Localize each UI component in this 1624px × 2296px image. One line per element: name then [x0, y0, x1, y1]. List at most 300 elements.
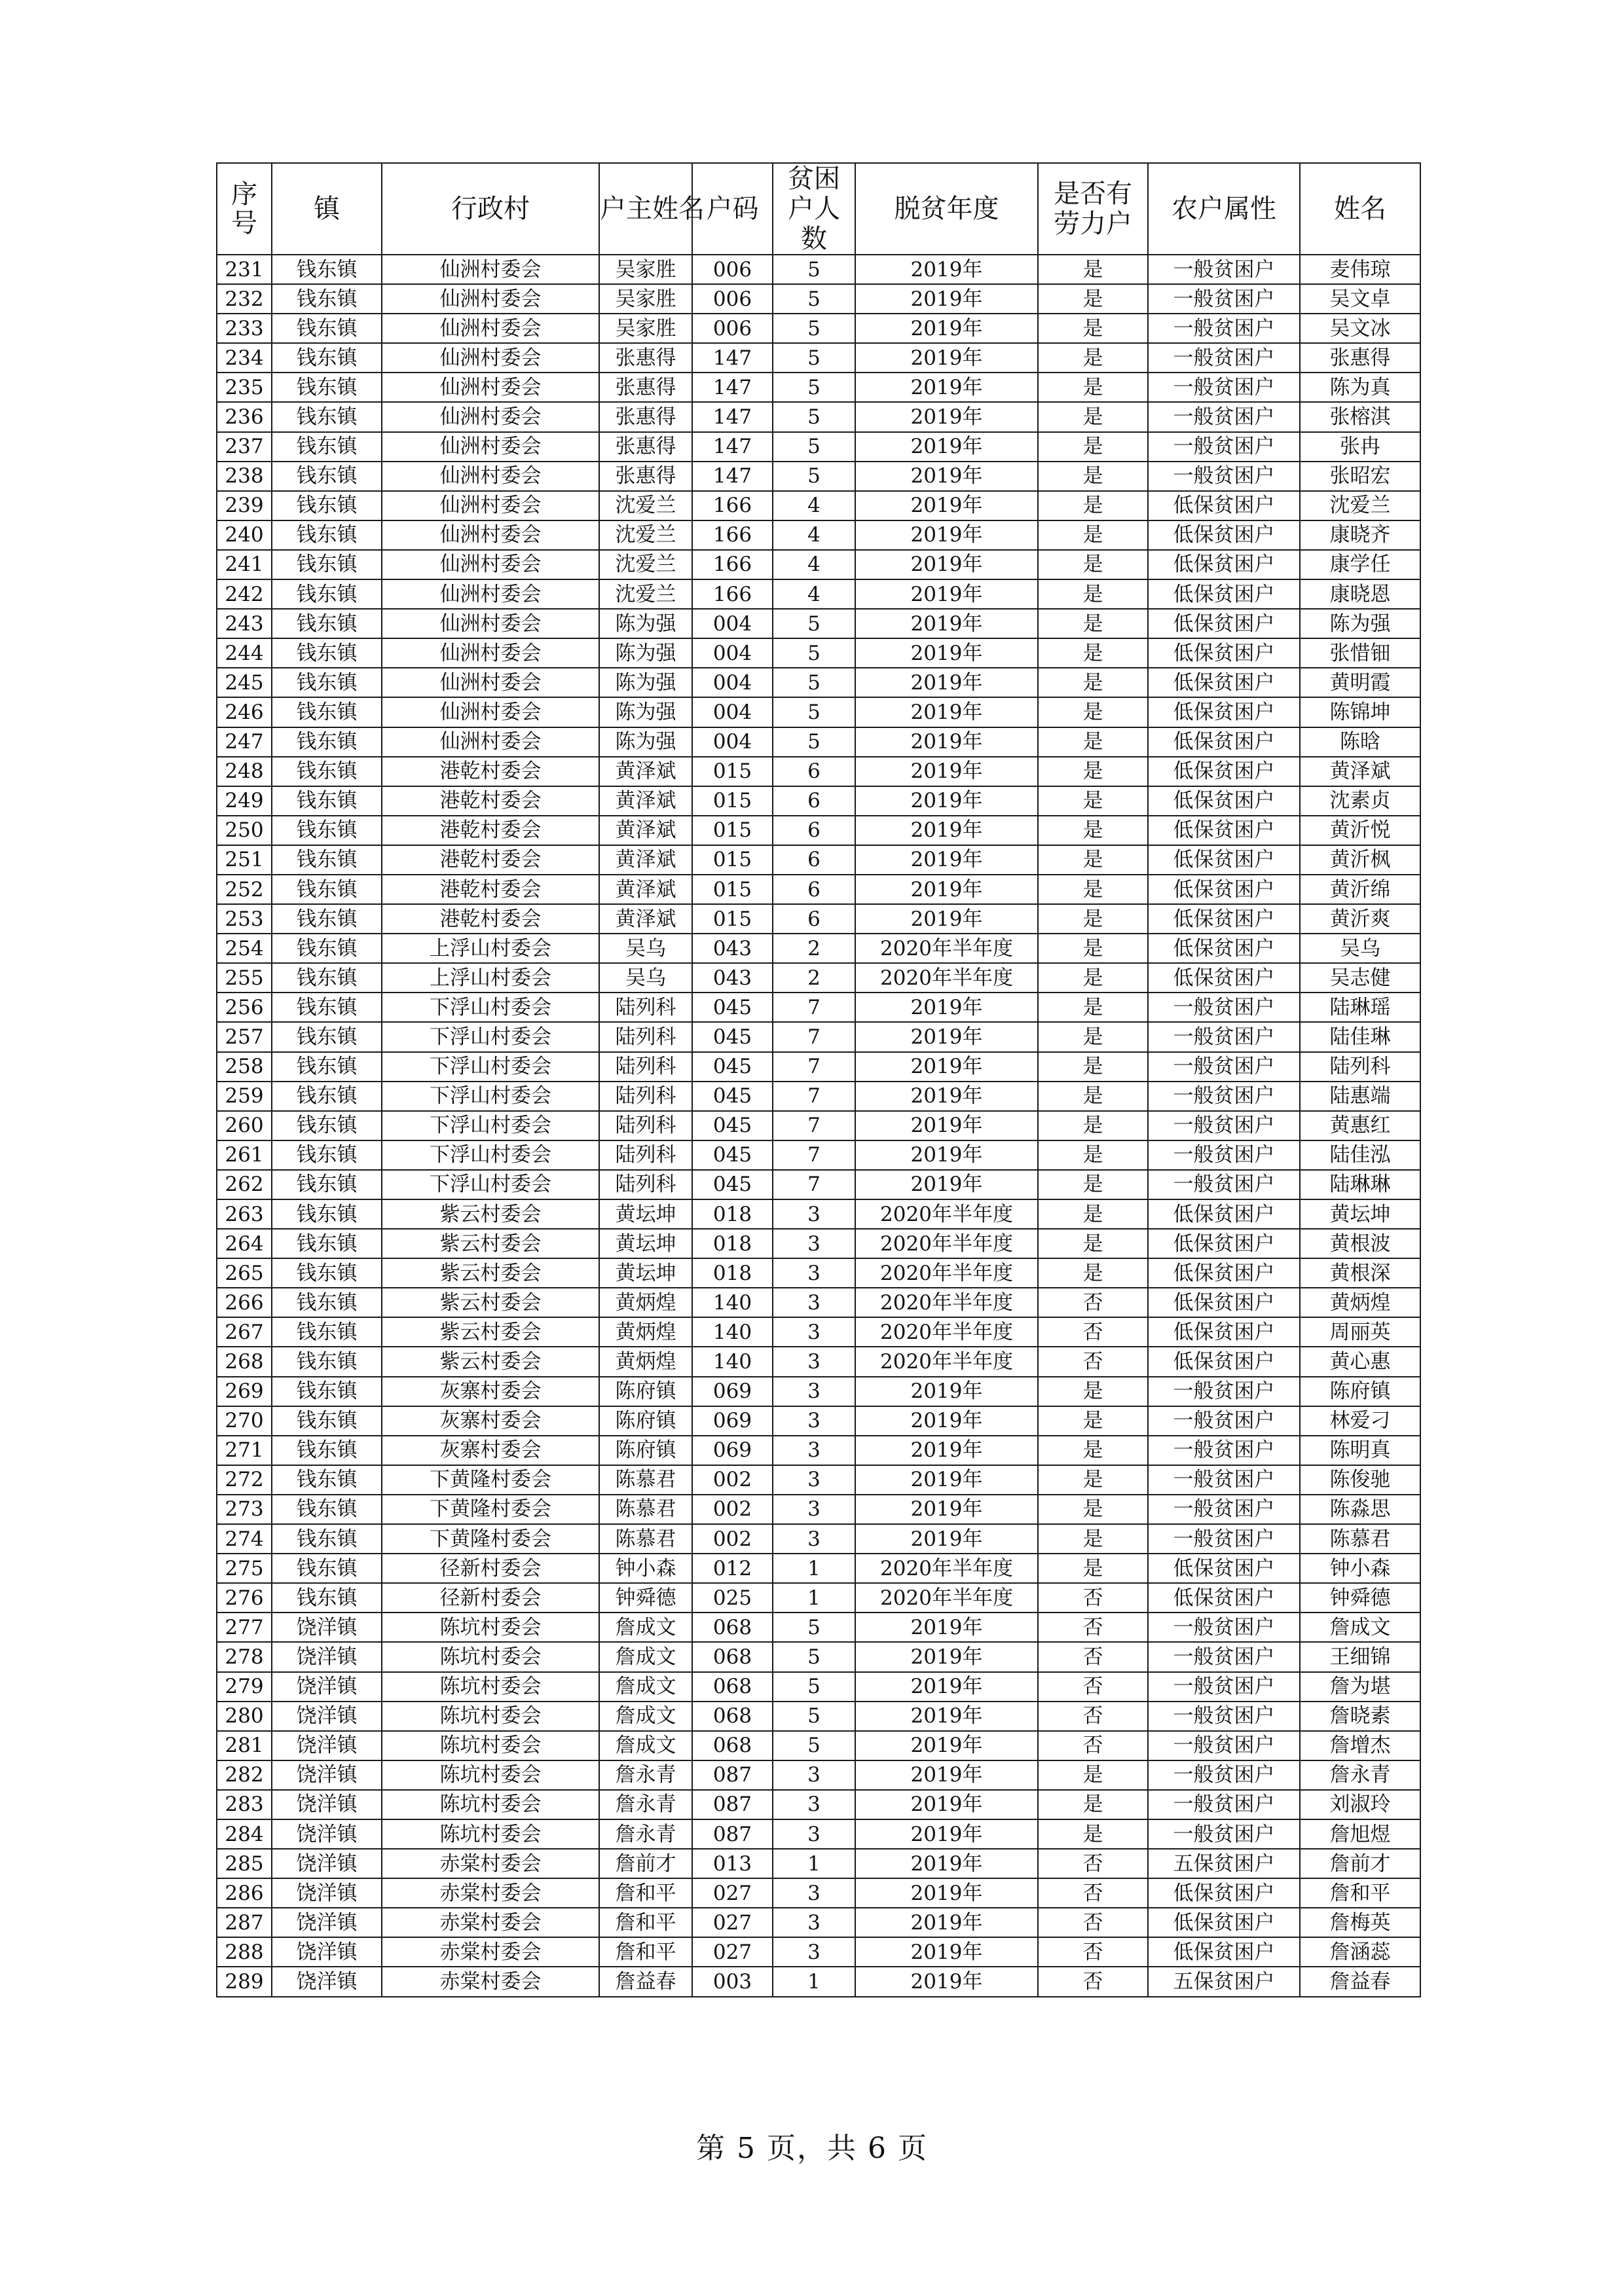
- cell-household-type: 低保贫困户: [1148, 845, 1300, 875]
- cell-member-name: 黄沂绵: [1300, 875, 1420, 904]
- cell-householder: 沈爱兰: [599, 550, 692, 579]
- cell-village: 港乾村委会: [382, 816, 599, 845]
- table-body: [217, 255, 1420, 1997]
- cell-household-code: 140: [692, 1317, 773, 1347]
- table-row: [217, 1082, 1420, 1111]
- cell-village: 港乾村委会: [382, 904, 599, 934]
- cell-household-code: 045: [692, 1022, 773, 1051]
- cell-town: 钱东镇: [272, 373, 382, 402]
- cell-exit-year: 2019年: [855, 845, 1038, 875]
- cell-village: 下浮山村委会: [382, 1052, 599, 1082]
- cell-householder: 詹和平: [599, 1908, 692, 1937]
- cell-town: 饶洋镇: [272, 1790, 382, 1819]
- cell-household-size: 5: [773, 373, 855, 402]
- cell-household-type: 低保贫困户: [1148, 816, 1300, 845]
- cell-household-code: 003: [692, 1967, 773, 1996]
- cell-household-type: 低保贫困户: [1148, 638, 1300, 668]
- cell-household-type: 一般贫困户: [1148, 1082, 1300, 1111]
- cell-village: 仙洲村委会: [382, 432, 599, 462]
- cell-labor-household: 否: [1038, 1878, 1148, 1908]
- cell-labor-household: 否: [1038, 1702, 1148, 1731]
- cell-town: 钱东镇: [272, 1170, 382, 1199]
- cell-household-code: 068: [692, 1642, 773, 1671]
- cell-household-type: 低保贫困户: [1148, 550, 1300, 579]
- cell-seq: 247: [217, 727, 272, 757]
- cell-household-size: 5: [773, 668, 855, 697]
- cell-exit-year: 2020年半年度: [855, 1229, 1038, 1258]
- cell-householder: 张惠得: [599, 343, 692, 373]
- cell-member-name: 陆琳瑶: [1300, 993, 1420, 1022]
- cell-household-type: 一般贫困户: [1148, 373, 1300, 402]
- cell-village: 灰寨村委会: [382, 1377, 599, 1406]
- cell-labor-household: 是: [1038, 816, 1148, 845]
- cell-village: 仙洲村委会: [382, 343, 599, 373]
- cell-household-type: 低保贫困户: [1148, 668, 1300, 697]
- cell-householder: 詹成文: [599, 1672, 692, 1702]
- cell-household-code: 015: [692, 875, 773, 904]
- table-row: [217, 786, 1420, 816]
- cell-exit-year: 2019年: [855, 1878, 1038, 1908]
- header-town: 镇: [272, 163, 382, 255]
- cell-household-type: 一般贫困户: [1148, 1672, 1300, 1702]
- cell-member-name: 詹前才: [1300, 1849, 1420, 1878]
- cell-exit-year: 2019年: [855, 1967, 1038, 1996]
- cell-exit-year: 2019年: [855, 491, 1038, 520]
- cell-town: 钱东镇: [272, 1554, 382, 1583]
- cell-household-code: 006: [692, 284, 773, 314]
- cell-household-size: 6: [773, 816, 855, 845]
- cell-labor-household: 是: [1038, 845, 1148, 875]
- cell-town: 钱东镇: [272, 1052, 382, 1082]
- cell-household-code: 015: [692, 757, 773, 786]
- cell-exit-year: 2019年: [855, 1082, 1038, 1111]
- cell-seq: 253: [217, 904, 272, 934]
- cell-labor-household: 是: [1038, 609, 1148, 638]
- cell-household-type: 低保贫困户: [1148, 697, 1300, 727]
- cell-member-name: 刘淑玲: [1300, 1790, 1420, 1819]
- cell-household-code: 069: [692, 1377, 773, 1406]
- cell-labor-household: 是: [1038, 963, 1148, 993]
- cell-town: 钱东镇: [272, 1465, 382, 1495]
- cell-town: 钱东镇: [272, 314, 382, 343]
- cell-town: 饶洋镇: [272, 1672, 382, 1702]
- cell-exit-year: 2019年: [855, 432, 1038, 462]
- cell-village: 紫云村委会: [382, 1317, 599, 1347]
- cell-household-size: 5: [773, 432, 855, 462]
- cell-household-size: 6: [773, 786, 855, 816]
- cell-household-size: 4: [773, 520, 855, 550]
- cell-householder: 黄坛坤: [599, 1199, 692, 1229]
- cell-exit-year: 2019年: [855, 314, 1038, 343]
- cell-labor-household: 否: [1038, 1642, 1148, 1671]
- cell-labor-household: 是: [1038, 255, 1148, 284]
- cell-household-size: 5: [773, 1731, 855, 1760]
- cell-exit-year: 2019年: [855, 1436, 1038, 1465]
- table-row: [217, 1731, 1420, 1760]
- cell-member-name: 康学任: [1300, 550, 1420, 579]
- cell-household-code: 004: [692, 638, 773, 668]
- cell-labor-household: 是: [1038, 904, 1148, 934]
- cell-seq: 259: [217, 1082, 272, 1111]
- cell-town: 钱东镇: [272, 1436, 382, 1465]
- cell-household-code: 002: [692, 1524, 773, 1554]
- cell-seq: 261: [217, 1140, 272, 1170]
- cell-village: 下浮山村委会: [382, 1170, 599, 1199]
- cell-member-name: 钟舜德: [1300, 1583, 1420, 1613]
- table-row: [217, 934, 1420, 963]
- cell-household-size: 7: [773, 1052, 855, 1082]
- header-householder: 户主姓名: [599, 163, 692, 255]
- cell-household-code: 002: [692, 1465, 773, 1495]
- cell-town: 钱东镇: [272, 1229, 382, 1258]
- cell-seq: 240: [217, 520, 272, 550]
- cell-household-code: 045: [692, 1140, 773, 1170]
- cell-town: 钱东镇: [272, 550, 382, 579]
- cell-village: 紫云村委会: [382, 1347, 599, 1376]
- cell-householder: 黄泽斌: [599, 875, 692, 904]
- cell-village: 下黄隆村委会: [382, 1524, 599, 1554]
- cell-exit-year: 2019年: [855, 1819, 1038, 1849]
- cell-labor-household: 是: [1038, 1465, 1148, 1495]
- cell-household-code: 147: [692, 343, 773, 373]
- cell-exit-year: 2020年半年度: [855, 934, 1038, 963]
- cell-seq: 282: [217, 1760, 272, 1790]
- cell-seq: 237: [217, 432, 272, 462]
- cell-seq: 244: [217, 638, 272, 668]
- cell-householder: 陆列科: [599, 1022, 692, 1051]
- cell-member-name: 黄沂悦: [1300, 816, 1420, 845]
- cell-village: 陈坑村委会: [382, 1731, 599, 1760]
- cell-town: 钱东镇: [272, 1495, 382, 1524]
- cell-town: 钱东镇: [272, 1406, 382, 1436]
- cell-exit-year: 2019年: [855, 1170, 1038, 1199]
- cell-town: 饶洋镇: [272, 1642, 382, 1671]
- cell-exit-year: 2019年: [855, 668, 1038, 697]
- cell-member-name: 沈爱兰: [1300, 491, 1420, 520]
- cell-household-type: 一般贫困户: [1148, 1377, 1300, 1406]
- cell-household-size: 2: [773, 934, 855, 963]
- cell-household-code: 004: [692, 697, 773, 727]
- cell-household-code: 018: [692, 1199, 773, 1229]
- cell-village: 下浮山村委会: [382, 1111, 599, 1140]
- cell-householder: 陈为强: [599, 697, 692, 727]
- cell-labor-household: 是: [1038, 1495, 1148, 1524]
- cell-town: 钱东镇: [272, 579, 382, 609]
- cell-householder: 陈府镇: [599, 1436, 692, 1465]
- cell-household-size: 3: [773, 1465, 855, 1495]
- table-row: [217, 314, 1420, 343]
- cell-exit-year: 2019年: [855, 1140, 1038, 1170]
- cell-labor-household: 是: [1038, 1022, 1148, 1051]
- cell-exit-year: 2019年: [855, 786, 1038, 816]
- header-household-code: 户码: [692, 163, 773, 255]
- cell-town: 钱东镇: [272, 1317, 382, 1347]
- cell-household-type: 五保贫困户: [1148, 1967, 1300, 1996]
- cell-exit-year: 2019年: [855, 609, 1038, 638]
- cell-labor-household: 是: [1038, 1140, 1148, 1170]
- cell-village: 仙洲村委会: [382, 520, 599, 550]
- cell-village: 陈坑村委会: [382, 1613, 599, 1642]
- cell-seq: 273: [217, 1495, 272, 1524]
- table-row: [217, 1347, 1420, 1376]
- cell-seq: 245: [217, 668, 272, 697]
- table-row: [217, 1613, 1420, 1642]
- cell-household-code: 002: [692, 1495, 773, 1524]
- cell-household-code: 147: [692, 432, 773, 462]
- cell-exit-year: 2020年半年度: [855, 1199, 1038, 1229]
- cell-household-code: 006: [692, 314, 773, 343]
- cell-householder: 张惠得: [599, 432, 692, 462]
- cell-household-size: 5: [773, 284, 855, 314]
- cell-town: 钱东镇: [272, 432, 382, 462]
- cell-member-name: 詹旭煜: [1300, 1819, 1420, 1849]
- cell-householder: 吴家胜: [599, 314, 692, 343]
- cell-town: 钱东镇: [272, 816, 382, 845]
- cell-seq: 285: [217, 1849, 272, 1878]
- cell-labor-household: 是: [1038, 1258, 1148, 1288]
- cell-labor-household: 是: [1038, 402, 1148, 431]
- header-seq: 序号: [217, 163, 272, 255]
- cell-village: 紫云村委会: [382, 1229, 599, 1258]
- cell-labor-household: 是: [1038, 1524, 1148, 1554]
- cell-household-code: 012: [692, 1554, 773, 1583]
- cell-householder: 陈为强: [599, 727, 692, 757]
- cell-household-size: 4: [773, 550, 855, 579]
- cell-household-type: 一般贫困户: [1148, 1436, 1300, 1465]
- table-row: [217, 638, 1420, 668]
- cell-village: 港乾村委会: [382, 875, 599, 904]
- cell-household-code: 045: [692, 1170, 773, 1199]
- cell-labor-household: 否: [1038, 1731, 1148, 1760]
- cell-household-type: 一般贫困户: [1148, 993, 1300, 1022]
- cell-householder: 陈慕君: [599, 1495, 692, 1524]
- cell-seq: 267: [217, 1317, 272, 1347]
- cell-labor-household: 是: [1038, 1760, 1148, 1790]
- cell-household-size: 7: [773, 1140, 855, 1170]
- table-row: [217, 343, 1420, 373]
- cell-seq: 264: [217, 1229, 272, 1258]
- cell-town: 钱东镇: [272, 1258, 382, 1288]
- cell-seq: 233: [217, 314, 272, 343]
- cell-member-name: 陈慕君: [1300, 1524, 1420, 1554]
- cell-household-size: 7: [773, 993, 855, 1022]
- cell-household-type: 一般贫困户: [1148, 1760, 1300, 1790]
- cell-seq: 266: [217, 1288, 272, 1317]
- cell-seq: 287: [217, 1908, 272, 1937]
- table-row: [217, 1878, 1420, 1908]
- cell-seq: 274: [217, 1524, 272, 1554]
- table-row: [217, 697, 1420, 727]
- cell-town: 钱东镇: [272, 1140, 382, 1170]
- cell-town: 钱东镇: [272, 491, 382, 520]
- cell-member-name: 陈俊驰: [1300, 1465, 1420, 1495]
- cell-household-type: 低保贫困户: [1148, 1229, 1300, 1258]
- table-row: [217, 1022, 1420, 1051]
- cell-household-size: 7: [773, 1082, 855, 1111]
- cell-village: 赤棠村委会: [382, 1908, 599, 1937]
- cell-household-type: 一般贫困户: [1148, 1613, 1300, 1642]
- cell-member-name: 陈淼思: [1300, 1495, 1420, 1524]
- cell-town: 钱东镇: [272, 875, 382, 904]
- cell-household-type: 低保贫困户: [1148, 727, 1300, 757]
- cell-seq: 239: [217, 491, 272, 520]
- cell-household-type: 一般贫困户: [1148, 1642, 1300, 1671]
- cell-household-code: 068: [692, 1731, 773, 1760]
- cell-labor-household: 否: [1038, 1672, 1148, 1702]
- cell-town: 钱东镇: [272, 963, 382, 993]
- cell-member-name: 黄惠红: [1300, 1111, 1420, 1140]
- cell-household-code: 166: [692, 579, 773, 609]
- cell-labor-household: 否: [1038, 1613, 1148, 1642]
- cell-member-name: 黄沂枫: [1300, 845, 1420, 875]
- cell-household-size: 3: [773, 1317, 855, 1347]
- cell-labor-household: 是: [1038, 668, 1148, 697]
- table-row: [217, 1642, 1420, 1671]
- cell-town: 钱东镇: [272, 284, 382, 314]
- cell-household-type: 低保贫困户: [1148, 579, 1300, 609]
- cell-household-size: 5: [773, 314, 855, 343]
- cell-village: 下浮山村委会: [382, 1140, 599, 1170]
- cell-labor-household: 是: [1038, 786, 1148, 816]
- header-household-size: 贫困户人数: [773, 163, 855, 255]
- cell-village: 陈坑村委会: [382, 1760, 599, 1790]
- cell-labor-household: 是: [1038, 1052, 1148, 1082]
- table-row: [217, 816, 1420, 845]
- cell-household-type: 一般贫困户: [1148, 343, 1300, 373]
- cell-household-type: 低保贫困户: [1148, 934, 1300, 963]
- cell-town: 钱东镇: [272, 668, 382, 697]
- cell-exit-year: 2019年: [855, 373, 1038, 402]
- table-row: [217, 1849, 1420, 1878]
- cell-seq: 277: [217, 1613, 272, 1642]
- cell-town: 钱东镇: [272, 786, 382, 816]
- cell-household-size: 7: [773, 1170, 855, 1199]
- cell-member-name: 钟小森: [1300, 1554, 1420, 1583]
- cell-householder: 黄炳煌: [599, 1317, 692, 1347]
- cell-household-type: 一般贫困户: [1148, 462, 1300, 491]
- cell-household-type: 一般贫困户: [1148, 1111, 1300, 1140]
- cell-exit-year: 2019年: [855, 638, 1038, 668]
- cell-village: 仙洲村委会: [382, 255, 599, 284]
- cell-labor-household: 是: [1038, 491, 1148, 520]
- table-row: [217, 579, 1420, 609]
- cell-exit-year: 2019年: [855, 816, 1038, 845]
- cell-household-code: 018: [692, 1229, 773, 1258]
- cell-labor-household: 是: [1038, 1554, 1148, 1583]
- cell-labor-household: 是: [1038, 875, 1148, 904]
- cell-exit-year: 2019年: [855, 462, 1038, 491]
- table-row: [217, 1377, 1420, 1406]
- table-row: [217, 520, 1420, 550]
- cell-household-type: 一般贫困户: [1148, 1022, 1300, 1051]
- cell-seq: 276: [217, 1583, 272, 1613]
- cell-exit-year: 2019年: [855, 1613, 1038, 1642]
- cell-exit-year: 2020年半年度: [855, 1554, 1038, 1583]
- cell-household-size: 7: [773, 1111, 855, 1140]
- cell-householder: 陈为强: [599, 668, 692, 697]
- cell-seq: 281: [217, 1731, 272, 1760]
- table-row: [217, 462, 1420, 491]
- cell-seq: 278: [217, 1642, 272, 1671]
- cell-village: 仙洲村委会: [382, 314, 599, 343]
- cell-exit-year: 2019年: [855, 550, 1038, 579]
- cell-member-name: 周丽英: [1300, 1317, 1420, 1347]
- cell-household-type: 低保贫困户: [1148, 1878, 1300, 1908]
- cell-labor-household: 是: [1038, 993, 1148, 1022]
- cell-household-size: 3: [773, 1347, 855, 1376]
- table-row: [217, 1052, 1420, 1082]
- cell-member-name: 张昭宏: [1300, 462, 1420, 491]
- cell-exit-year: 2019年: [855, 1849, 1038, 1878]
- cell-householder: 黄泽斌: [599, 816, 692, 845]
- cell-exit-year: 2019年: [855, 875, 1038, 904]
- cell-household-size: 1: [773, 1849, 855, 1878]
- cell-exit-year: 2019年: [855, 1495, 1038, 1524]
- table-row: [217, 1760, 1420, 1790]
- cell-householder: 陆列科: [599, 1140, 692, 1170]
- cell-exit-year: 2019年: [855, 904, 1038, 934]
- cell-household-size: 3: [773, 1406, 855, 1436]
- cell-town: 钱东镇: [272, 1377, 382, 1406]
- cell-town: 饶洋镇: [272, 1937, 382, 1967]
- cell-householder: 陆列科: [599, 1111, 692, 1140]
- cell-labor-household: 是: [1038, 1790, 1148, 1819]
- cell-household-type: 低保贫困户: [1148, 1554, 1300, 1583]
- cell-member-name: 黄明霞: [1300, 668, 1420, 697]
- cell-household-size: 3: [773, 1288, 855, 1317]
- cell-village: 港乾村委会: [382, 786, 599, 816]
- cell-seq: 288: [217, 1937, 272, 1967]
- cell-exit-year: 2019年: [855, 1052, 1038, 1082]
- cell-member-name: 黄根波: [1300, 1229, 1420, 1258]
- cell-exit-year: 2019年: [855, 727, 1038, 757]
- cell-exit-year: 2019年: [855, 1937, 1038, 1967]
- cell-exit-year: 2019年: [855, 1111, 1038, 1140]
- cell-householder: 黄炳煌: [599, 1288, 692, 1317]
- cell-household-type: 一般贫困户: [1148, 1406, 1300, 1436]
- cell-labor-household: 是: [1038, 314, 1148, 343]
- cell-village: 赤棠村委会: [382, 1937, 599, 1967]
- cell-household-type: 低保贫困户: [1148, 1258, 1300, 1288]
- cell-householder: 张惠得: [599, 402, 692, 431]
- cell-seq: 249: [217, 786, 272, 816]
- cell-member-name: 詹成文: [1300, 1613, 1420, 1642]
- cell-exit-year: 2019年: [855, 757, 1038, 786]
- cell-household-code: 018: [692, 1258, 773, 1288]
- cell-household-type: 一般贫困户: [1148, 402, 1300, 431]
- cell-household-type: 一般贫困户: [1148, 1731, 1300, 1760]
- cell-householder: 钟舜德: [599, 1583, 692, 1613]
- cell-seq: 289: [217, 1967, 272, 1996]
- cell-household-size: 3: [773, 1790, 855, 1819]
- cell-household-size: 5: [773, 402, 855, 431]
- cell-household-size: 6: [773, 757, 855, 786]
- cell-town: 钱东镇: [272, 1199, 382, 1229]
- cell-village: 灰寨村委会: [382, 1406, 599, 1436]
- cell-village: 紫云村委会: [382, 1288, 599, 1317]
- cell-seq: 238: [217, 462, 272, 491]
- cell-exit-year: 2019年: [855, 402, 1038, 431]
- cell-seq: 271: [217, 1436, 272, 1465]
- cell-household-type: 低保贫困户: [1148, 786, 1300, 816]
- cell-village: 仙洲村委会: [382, 609, 599, 638]
- cell-village: 仙洲村委会: [382, 491, 599, 520]
- cell-household-code: 140: [692, 1288, 773, 1317]
- cell-exit-year: 2020年半年度: [855, 1317, 1038, 1347]
- table-row: [217, 1199, 1420, 1229]
- cell-village: 仙洲村委会: [382, 462, 599, 491]
- cell-householder: 陆列科: [599, 993, 692, 1022]
